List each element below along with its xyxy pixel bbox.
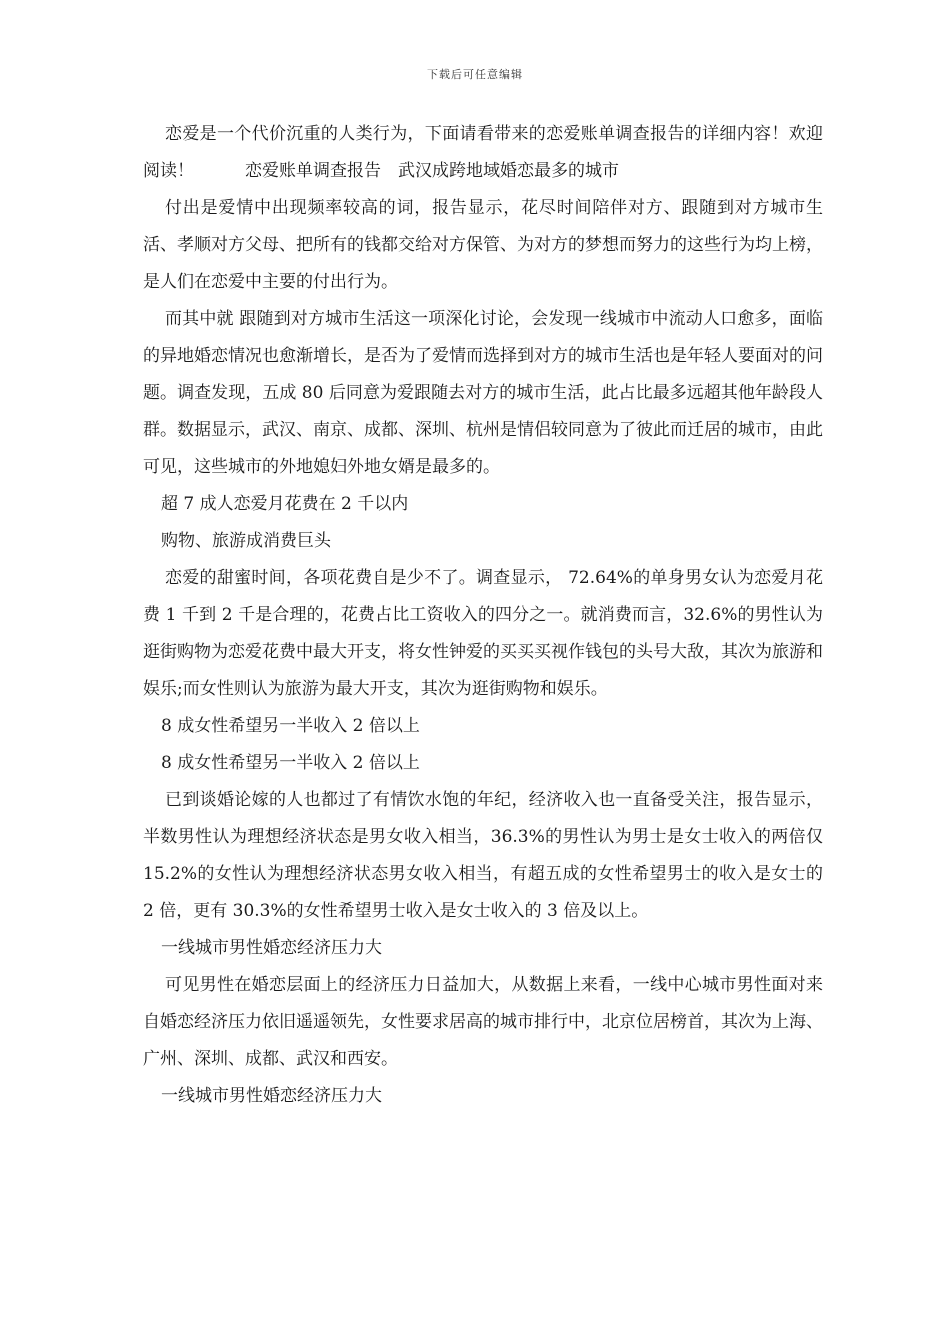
paragraph-payment: 付出是爱情中出现频率较高的词，报告显示，花尽时间陪伴对方、跟随到对方城市生活、孝顺对方父母、把所有的钱都交给对方保管、为对方的梦想而努力的这些行为均上榜，是人们在恋爱中主要的付出行为。 xyxy=(143,198,823,292)
subheading-economic-pressure: 一线城市男性婚恋经济压力大 xyxy=(161,938,382,958)
subheading-income-expectation: 8 成女性希望另一半收入 2 倍以上 xyxy=(161,716,420,736)
subheading-monthly-spending: 超 7 成人恋爱月花费在 2 千以内 xyxy=(161,494,409,514)
document-body xyxy=(143,116,823,1115)
subheading-income-expectation-repeat: 8 成女性希望另一半收入 2 倍以上 xyxy=(161,753,420,773)
paragraph-intro: 恋爱是一个代价沉重的人类行为，下面请看带来的恋爱账单调查报告的详细内容！欢迎阅读！ 恋爱账单调查报告 武汉成跨地域婚恋最多的城市 xyxy=(143,124,823,181)
paragraph-city-migration: 而其中就 跟随到对方城市生活这一项深化讨论，会发现一线城市中流动人口愈多，面临的异地婚恋情况也愈渐增长，是否为了爱情而选择到对方的城市生活也是年轻人要面对的问题。调查发现，五成 80 后同意为爱跟随去对方的城市生活，此占比最多远超其他年龄段人群。数据显示，武汉、南京、成都、深圳、杭州是情侣较同意为了彼此而迁居的城市，由此可见，这些城市的外地媳妇外地女婿是最多的。 xyxy=(143,309,823,477)
subheading-shopping-travel: 购物、旅游成消费巨头 xyxy=(161,531,331,551)
paragraph-income: 已到谈婚论嫁的人也都过了有情饮水饱的年纪，经济收入也一直备受关注，报告显示，半数男性认为理想经济状态是男女收入相当，36.3%的男性认为男士是女士收入的两倍仅 15.2%的女性认为理想经济状态男女收入相当，有超五成的女性希望男士的收入是女士的 2 倍，更有 30.3%的女性希望男士收入是女士收入的 3 倍及以上。 xyxy=(143,790,823,921)
paragraph-pressure: 可见男性在婚恋层面上的经济压力日益加大，从数据上来看，一线中心城市男性面对来自婚恋经济压力依旧遥遥领先，女性要求居高的城市排行中，北京位居榜首，其次为上海、广州、深圳、成都、武汉和西安。 xyxy=(143,975,823,1069)
paragraph-spending: 恋爱的甜蜜时间，各项花费自是少不了。调查显示， 72.64%的单身男女认为恋爱月花费 1 千到 2 千是合理的，花费占比工资收入的四分之一。就消费而言，32.6%的男性认为逛街购物为恋爱花费中最大开支，将女性钟爱的买买买视作钱包的头号大敌，其次为旅游和娱乐;而女性则认为旅游为最大开支，其次为逛街购物和娱乐。 xyxy=(143,568,823,699)
subheading-economic-pressure-repeat: 一线城市男性婚恋经济压力大 xyxy=(161,1086,382,1106)
page-header-note: 下载后可任意编辑 xyxy=(427,68,523,81)
